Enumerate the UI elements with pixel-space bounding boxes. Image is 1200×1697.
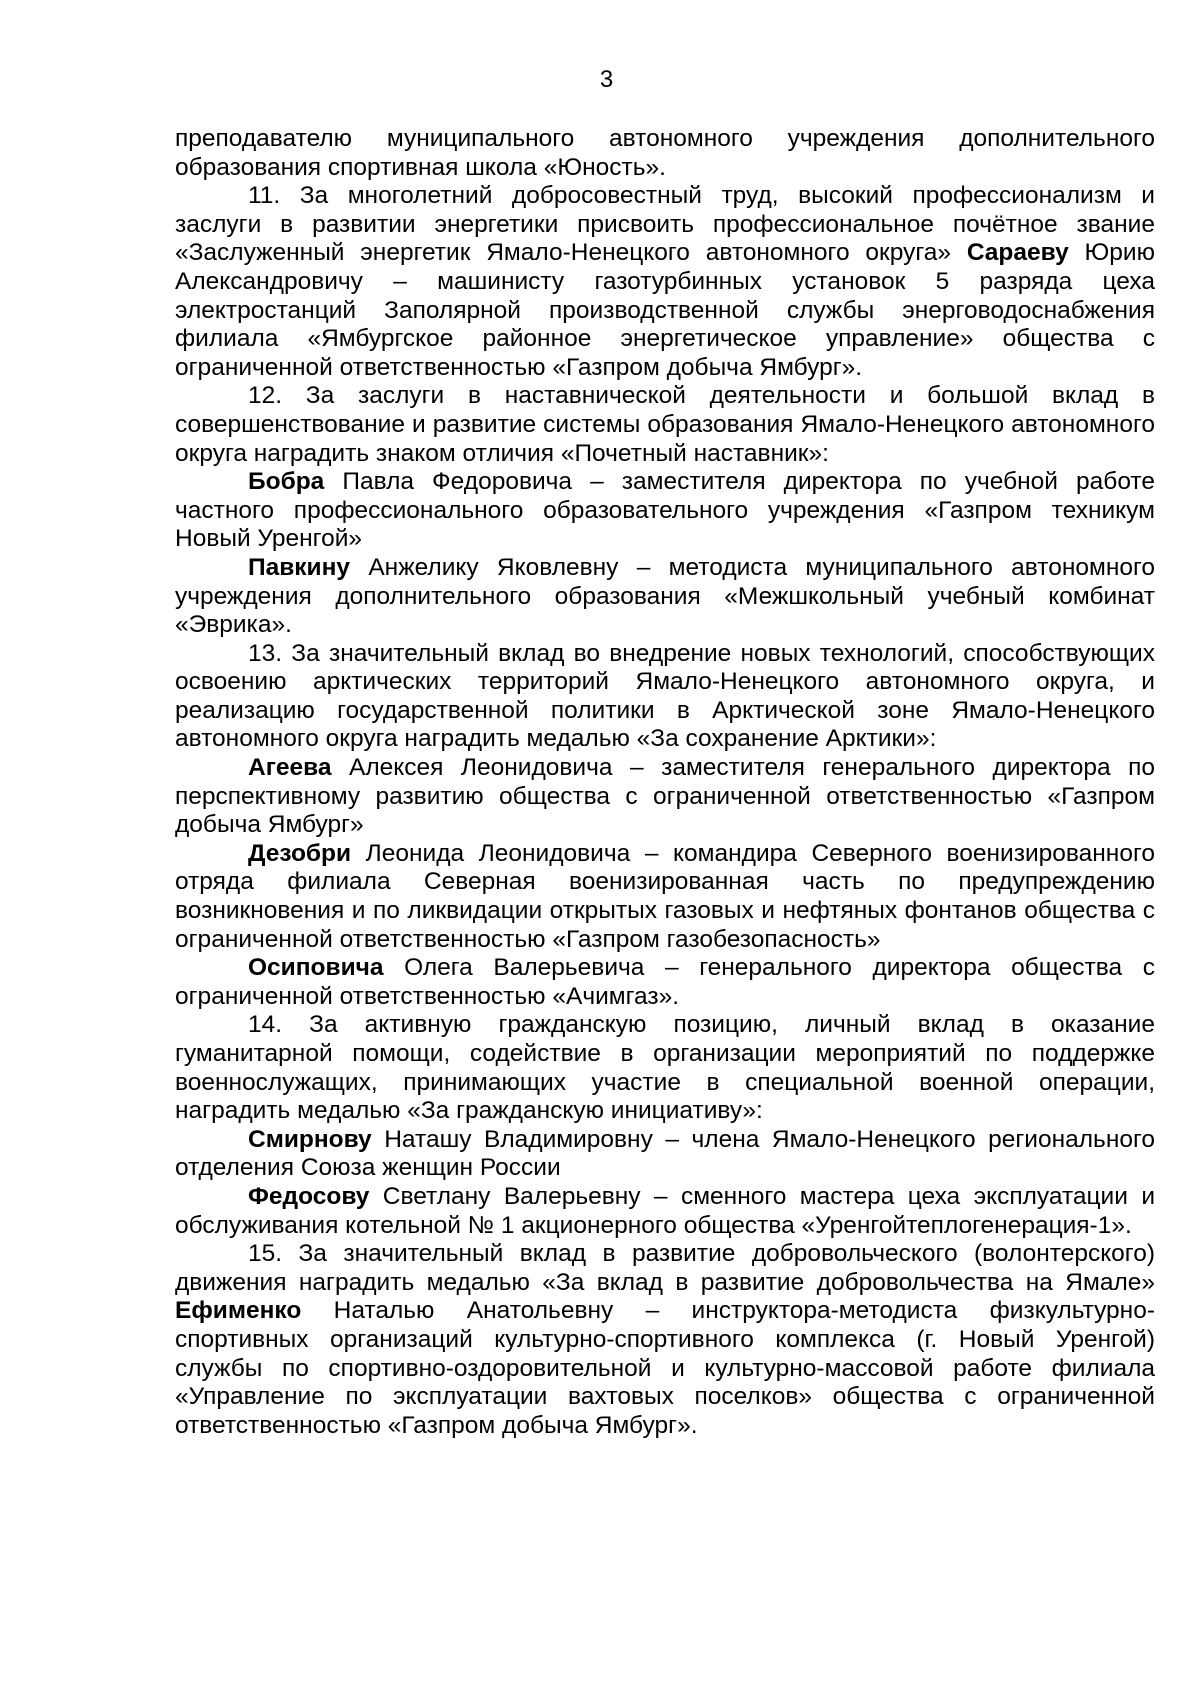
- awardee-surname: Сараеву: [966, 239, 1069, 267]
- paragraph-text: преподавателю муниципального автономного учреждения дополнительного образования спортивная школа «Юность».: [175, 125, 1155, 181]
- paragraph-text: Наталью Анатольевну – инструктора-методиста физкультурно-спортивных организаций культурно-спортивного комплекса (г. Новый Уренгой) службы по спортивно-оздоровительной и культурно-массовой работе филиала «Управление по эксплуатации вахтовых поселков» общества с ограниченной ответственностью «Газпром добыча Ямбург».: [175, 1297, 1155, 1439]
- document-body: [175, 125, 1155, 1440]
- awardee-details: Наташу Владимировну – члена Ямало-Ненецкого регионального отделения Союза женщин России: [175, 1125, 1155, 1182]
- paragraph-text: Юрию Александровичу – машинисту газотурбинных установок 5 разряда цеха электростанций Заполярной производственной службы энерговодоснабжения филиала «Ямбургское районное энергетическое управление» общества с ограниченной ответственностью «Газпром добыча Ямбург».: [175, 239, 1155, 381]
- awardee-surname: Ефименко: [175, 1297, 302, 1325]
- awardee-surname: Осиповича: [248, 954, 384, 982]
- awardee-details: Светлану Валерьевну – сменного мастера цеха эксплуатации и обслуживания котельной № 1 акционерного общества «Уренгойтеплогенерация-1».: [175, 1182, 1155, 1239]
- awardee-entry: [175, 468, 1155, 554]
- awardee-details: Анжелику Яковлевну – методиста муниципального автономного учреждения дополнительного образования «Межшкольный учебный комбинат «Эврика».: [175, 553, 1155, 639]
- awardee-surname: Федосову: [248, 1182, 370, 1210]
- awardee-details: Павла Федоровича – заместителя директора по учебной работе частного профессионального образовательного учреждения «Газпром техникум Новый Уренгой»: [175, 468, 1155, 553]
- paragraph-continuation: [175, 125, 1155, 182]
- paragraph-item-15: [175, 1240, 1155, 1440]
- awardee-surname: Дезобри: [248, 839, 352, 867]
- awardee-surname: Агеева: [248, 754, 332, 782]
- awardee-details: Алексея Леонидовича – заместителя генерального директора по перспективному развитию общества с ограниченной ответственностью «Газпром добыча Ямбург»: [175, 754, 1155, 839]
- paragraph-text: 14. За активную гражданскую позицию, личный вклад в оказание гуманитарной помощи, содействие в организации мероприятий по поддержке военнослужащих, принимающих участие в специальной военной операции, наградить медалью «За гражданскую инициативу»:: [175, 1011, 1155, 1125]
- paragraph-item-11: [175, 182, 1155, 382]
- awardee-entry: [175, 1126, 1155, 1183]
- awardee-details: Леонида Леонидовича – командира Северного военизированного отряда филиала Северная военизированная часть по предупреждению возникновения и по ликвидации открытых газовых и нефтяных фонтанов общества с ограниченной ответственностью «Газпром газобезопасность»: [175, 839, 1155, 953]
- awardee-entry: [175, 1183, 1155, 1240]
- paragraph-item-12: [175, 382, 1155, 468]
- paragraph-text: 15. За значительный вклад в развитие добровольческого (волонтерского) движения наградить медалью «За вклад в развитие добровольчества на Ямале»: [175, 1240, 1155, 1296]
- awardee-surname: Павкину: [248, 553, 351, 581]
- awardee-entry: [175, 954, 1155, 1011]
- paragraph-item-13: [175, 640, 1155, 754]
- awardee-entry: [175, 754, 1155, 840]
- page-number: 3: [599, 66, 614, 93]
- paragraph-item-14: [175, 1011, 1155, 1125]
- paragraph-text: 11. За многолетний добросовестный труд, высокий профессионализм и заслуги в развитии энергетики присвоить профессиональное почётное звание «Заслуженный энергетик Ямало-Ненецкого автономного округа»: [175, 182, 1155, 267]
- awardee-entry: [175, 554, 1155, 640]
- awardee-surname: Бобра: [248, 468, 325, 496]
- awardee-surname: Смирнову: [248, 1125, 372, 1153]
- paragraph-text: 13. За значительный вклад во внедрение новых технологий, способствующих освоению арктических территорий Ямало-Ненецкого автономного округа, и реализацию государственной политики в Арктической зоне Ямало-Ненецкого автономного округа наградить медалью «За сохранение Арктики»:: [175, 639, 1155, 753]
- awardee-entry: [175, 840, 1155, 954]
- paragraph-text: 12. За заслуги в наставнической деятельности и большой вклад в совершенствование и развитие системы образования Ямало-Ненецкого автономного округа наградить знаком отличия «Почетный наставник»:: [175, 382, 1155, 467]
- awardee-details: Олега Валерьевича – генерального директора общества с ограниченной ответственностью «Ачимгаз».: [175, 954, 1155, 1010]
